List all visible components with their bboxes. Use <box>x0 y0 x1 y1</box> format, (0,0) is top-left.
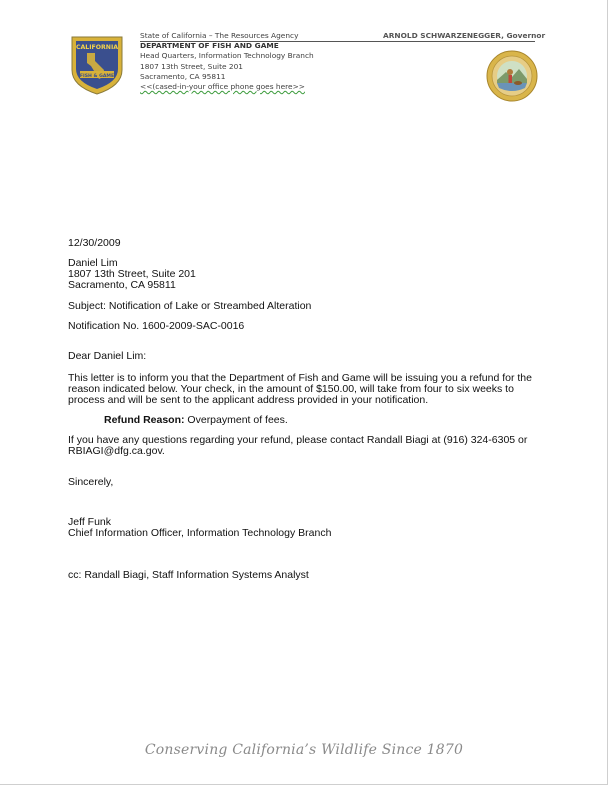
closing: Sincerely, <box>68 476 114 488</box>
recipient-name: Daniel Lim <box>68 257 118 269</box>
signer-title: Chief Information Officer, Information Technology Branch <box>68 527 332 539</box>
cc-line: cc: Randall Biagi, Staff Information Systems Analyst <box>68 569 309 581</box>
agency-line: State of California – The Resources Agency <box>140 31 299 40</box>
address-line-2: Sacramento, CA 95811 <box>140 71 226 81</box>
notification-number: Notification No. 1600-2009-SAC-0016 <box>68 320 245 332</box>
dfg-badge-logo <box>68 34 126 96</box>
signer-name: Jeff Funk <box>68 516 111 528</box>
refund-reason-label: Refund Reason: <box>104 414 185 426</box>
footer-motto: Conserving California’s Wildlife Since 1870 <box>144 742 464 758</box>
recipient-address-1: 1807 13th Street, Suite 201 <box>68 268 196 280</box>
salutation: Dear Daniel Lim: <box>68 350 147 362</box>
branch-line: Head Quarters, Information Technology Branch <box>140 51 314 61</box>
department-name: DEPARTMENT OF FISH AND GAME <box>140 41 279 51</box>
paragraph-contact: If you have any questions regarding your refund, please contact Randall Biagi at (916) 324-6305 or RBIAGI@dfg.ca.gov. <box>68 434 528 457</box>
subject-line: Subject: Notification of Lake or Streambed Alteration <box>68 300 312 312</box>
badge-text-bottom: FISH & GAME <box>79 73 115 79</box>
badge-text-top: CALIFORNIA <box>75 44 119 51</box>
refund-reason-line <box>104 415 288 426</box>
address-line-1: 1807 13th Street, Suite 201 <box>140 61 243 71</box>
phone-placeholder: <<(cased-in-your office phone goes here>> <box>140 82 305 92</box>
recipient-address-2: Sacramento, CA 95811 <box>68 279 176 291</box>
paragraph-refund-notice: This letter is to inform you that the Department of Fish and Game will be issuing you a refund for the reason indicated below. Your check, in the amount of $150.00, will take from four to six weeks to process and will be sent to the applicant address provided in your notification. <box>68 372 532 406</box>
letterhead-rule <box>140 41 535 42</box>
state-seal <box>486 50 538 102</box>
letter-date: 12/30/2009 <box>68 237 121 249</box>
governor-name: ARNOLD SCHWARZENEGGER, Governor <box>383 31 546 40</box>
refund-reason-value: Overpayment of fees. <box>184 414 288 426</box>
